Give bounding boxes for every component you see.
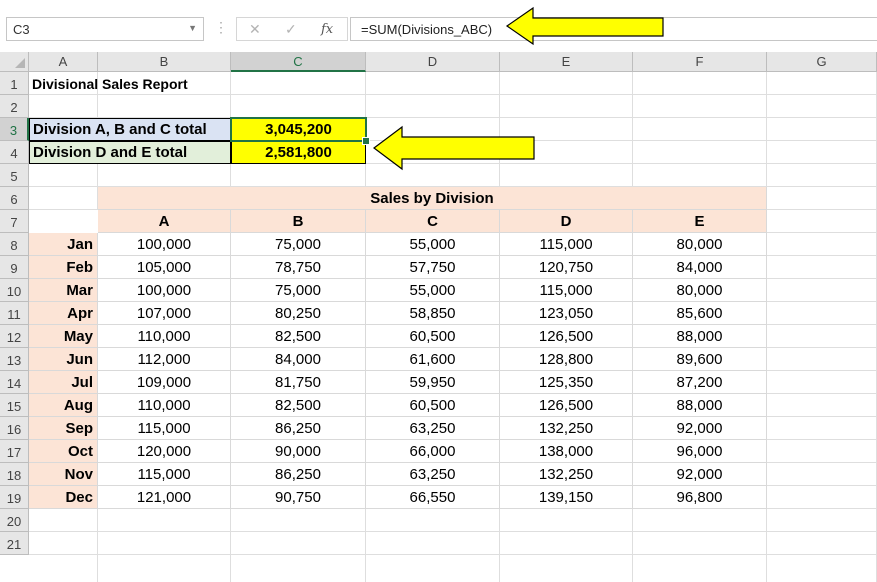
insert-function-icon[interactable]: fx	[321, 22, 334, 37]
month-label: Aug	[29, 394, 98, 417]
table-cell[interactable]: 120,750	[500, 256, 633, 279]
table-cell[interactable]: 121,000	[98, 486, 231, 509]
table-cell[interactable]: 126,500	[500, 325, 633, 348]
table-cell[interactable]: 115,000	[500, 233, 633, 256]
row-header-6[interactable]: 6	[0, 187, 29, 210]
table-cell[interactable]: 100,000	[98, 279, 231, 302]
column-header-e[interactable]: E	[500, 52, 633, 72]
report-title: Divisional Sales Report	[32, 75, 188, 92]
division-header-d: D	[500, 210, 633, 233]
table-cell[interactable]: 112,000	[98, 348, 231, 371]
table-cell[interactable]: 55,000	[366, 233, 500, 256]
table-cell[interactable]: 132,250	[500, 463, 633, 486]
table-cell[interactable]: 55,000	[366, 279, 500, 302]
table-cell[interactable]: 105,000	[98, 256, 231, 279]
table-corner	[29, 210, 98, 233]
month-label: Nov	[29, 463, 98, 486]
month-label: Apr	[29, 302, 98, 325]
column-header-f[interactable]: F	[633, 52, 767, 72]
table-cell[interactable]: 75,000	[231, 279, 366, 302]
table-cell[interactable]: 110,000	[98, 325, 231, 348]
month-label: Dec	[29, 486, 98, 509]
formula-buttons	[236, 17, 348, 41]
formula-text: =SUM(Divisions_ABC)	[361, 22, 493, 37]
table-cell[interactable]: 84,000	[231, 348, 366, 371]
row-header-11[interactable]: 11	[0, 302, 29, 325]
table-cell[interactable]: 100,000	[98, 233, 231, 256]
table-cell[interactable]: 90,750	[231, 486, 366, 509]
table-cell[interactable]: 63,250	[366, 417, 500, 440]
column-header-g[interactable]: G	[767, 52, 877, 72]
table-cell[interactable]: 123,050	[500, 302, 633, 325]
cancel-icon[interactable]: ✕	[249, 21, 261, 37]
table-cell[interactable]: 90,000	[231, 440, 366, 463]
row-header-17[interactable]: 17	[0, 440, 29, 463]
name-box-value: C3	[13, 22, 30, 37]
row-header-12[interactable]: 12	[0, 325, 29, 348]
row-header-7[interactable]: 7	[0, 210, 29, 233]
table-cell[interactable]: 60,500	[366, 325, 500, 348]
row-header-16[interactable]: 16	[0, 417, 29, 440]
table-cell[interactable]: 61,600	[366, 348, 500, 371]
fill-handle[interactable]	[362, 137, 370, 145]
table-cell[interactable]: 59,950	[366, 371, 500, 394]
chevron-down-icon[interactable]: ▼	[188, 23, 197, 33]
table-cell[interactable]: 128,800	[500, 348, 633, 371]
sales-table-header: Sales by Division	[98, 187, 767, 210]
gridline	[29, 554, 877, 555]
column-header-a[interactable]: A	[29, 52, 98, 72]
table-cell[interactable]: 109,000	[98, 371, 231, 394]
table-cell[interactable]: 57,750	[366, 256, 500, 279]
table-cell[interactable]: 80,000	[633, 233, 767, 256]
table-cell[interactable]: 125,350	[500, 371, 633, 394]
enter-icon[interactable]: ✓	[285, 21, 297, 37]
table-cell[interactable]: 139,150	[500, 486, 633, 509]
table-cell[interactable]: 82,500	[231, 394, 366, 417]
row-header-15[interactable]: 15	[0, 394, 29, 417]
row-header-2[interactable]: 2	[0, 95, 29, 118]
row-header-21[interactable]: 21	[0, 532, 29, 555]
month-label: Jun	[29, 348, 98, 371]
table-cell[interactable]: 138,000	[500, 440, 633, 463]
resize-handle-icon[interactable]: ⋮	[214, 19, 228, 35]
row-header-9[interactable]: 9	[0, 256, 29, 279]
table-cell[interactable]: 85,600	[633, 302, 767, 325]
table-cell[interactable]: 115,000	[500, 279, 633, 302]
table-cell[interactable]: 88,000	[633, 325, 767, 348]
de-total-value[interactable]: 2,581,800	[231, 141, 366, 164]
table-cell[interactable]: 92,000	[633, 463, 767, 486]
row-header-19[interactable]: 19	[0, 486, 29, 509]
table-cell[interactable]: 92,000	[633, 417, 767, 440]
table-cell[interactable]: 82,500	[231, 325, 366, 348]
table-cell[interactable]: 89,600	[633, 348, 767, 371]
table-cell[interactable]: 110,000	[98, 394, 231, 417]
yellow-arrow-icon	[505, 6, 667, 46]
table-cell[interactable]: 66,000	[366, 440, 500, 463]
select-all-button[interactable]	[0, 52, 29, 72]
row-header-8[interactable]: 8	[0, 233, 29, 256]
column-header-c[interactable]: C	[231, 52, 366, 72]
row-header-10[interactable]: 10	[0, 279, 29, 302]
table-cell[interactable]: 107,000	[98, 302, 231, 325]
table-cell[interactable]: 115,000	[98, 463, 231, 486]
row-header-13[interactable]: 13	[0, 348, 29, 371]
table-cell[interactable]: 126,500	[500, 394, 633, 417]
division-header-a: A	[98, 210, 231, 233]
month-label: Jul	[29, 371, 98, 394]
month-label: Jan	[29, 233, 98, 256]
division-header-c: C	[366, 210, 500, 233]
row-header-18[interactable]: 18	[0, 463, 29, 486]
row-header-4[interactable]: 4	[0, 141, 29, 164]
table-cell[interactable]: 78,750	[231, 256, 366, 279]
table-cell[interactable]: 63,250	[366, 463, 500, 486]
table-cell[interactable]: 115,000	[98, 417, 231, 440]
abc-total-value[interactable]: 3,045,200	[231, 118, 366, 141]
row-header-14[interactable]: 14	[0, 371, 29, 394]
yellow-arrow-icon	[372, 125, 538, 171]
table-cell[interactable]: 86,250	[231, 463, 366, 486]
month-label: Oct	[29, 440, 98, 463]
table-cell[interactable]: 120,000	[98, 440, 231, 463]
table-cell[interactable]: 96,800	[633, 486, 767, 509]
table-cell[interactable]: 88,000	[633, 394, 767, 417]
formula-bar	[0, 0, 877, 52]
table-cell[interactable]: 86,250	[231, 417, 366, 440]
month-label: Feb	[29, 256, 98, 279]
table-cell[interactable]: 132,250	[500, 417, 633, 440]
row-header-3[interactable]: 3	[0, 118, 29, 141]
division-header-b: B	[231, 210, 366, 233]
de-total-label: Division D and E total	[29, 141, 231, 164]
division-header-e: E	[633, 210, 767, 233]
gridline	[29, 531, 877, 532]
abc-total-label: Division A, B and C total	[29, 118, 231, 141]
table-cell[interactable]: 87,200	[633, 371, 767, 394]
column-header-d[interactable]: D	[366, 52, 500, 72]
month-label: May	[29, 325, 98, 348]
row-header-20[interactable]: 20	[0, 509, 29, 532]
name-box[interactable]	[6, 17, 204, 41]
table-cell[interactable]: 66,550	[366, 486, 500, 509]
table-cell[interactable]: 58,850	[366, 302, 500, 325]
table-cell[interactable]: 80,000	[633, 279, 767, 302]
table-cell[interactable]: 84,000	[633, 256, 767, 279]
table-cell[interactable]: 81,750	[231, 371, 366, 394]
row-header-5[interactable]: 5	[0, 164, 29, 187]
month-label: Sep	[29, 417, 98, 440]
column-header-b[interactable]: B	[98, 52, 231, 72]
month-label: Mar	[29, 279, 98, 302]
table-cell[interactable]: 96,000	[633, 440, 767, 463]
table-cell[interactable]: 60,500	[366, 394, 500, 417]
row-header-1[interactable]: 1	[0, 72, 29, 95]
table-cell[interactable]: 80,250	[231, 302, 366, 325]
table-cell[interactable]: 75,000	[231, 233, 366, 256]
